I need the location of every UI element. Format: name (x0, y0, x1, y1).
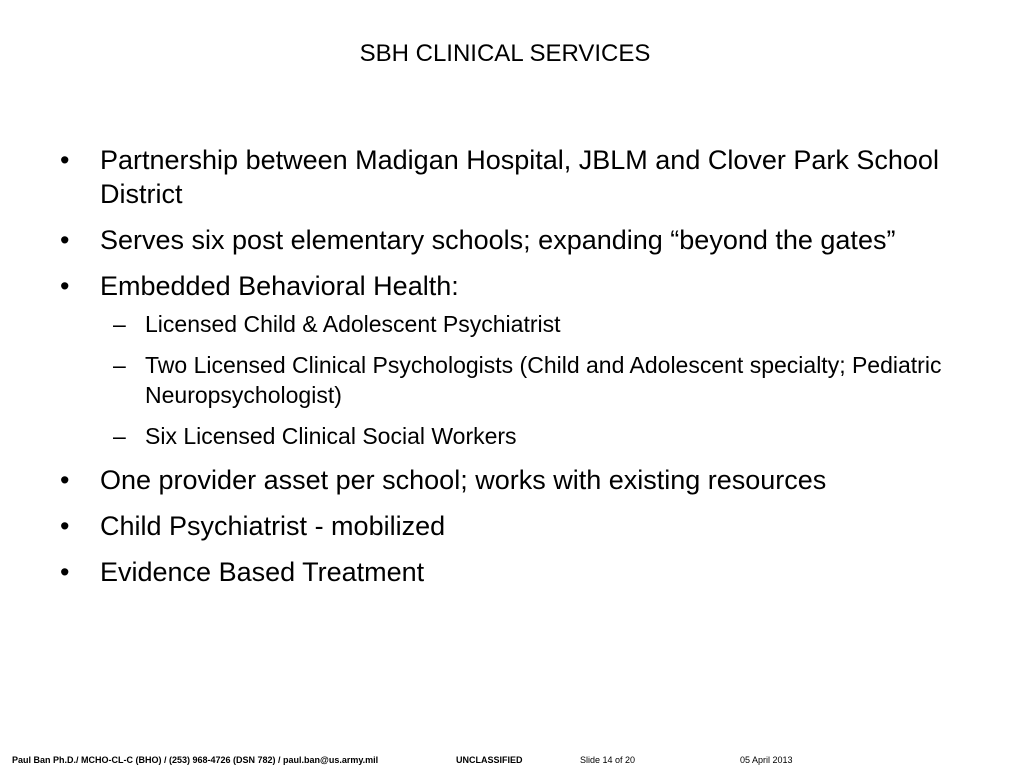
sub-bullet-item (60, 421, 980, 451)
footer-classification: UNCLASSIFIED (456, 755, 523, 765)
bullet-marker: • (60, 145, 70, 175)
bullet-text: Serves six post elementary schools; expanding “beyond the gates” (100, 225, 896, 255)
sub-bullet-marker: – (113, 423, 126, 449)
sub-bullet-marker: – (113, 311, 126, 337)
bullet-text: One provider asset per school; works with existing resources (100, 465, 827, 495)
bullet-text: Evidence Based Treatment (100, 557, 425, 587)
bullet-item (60, 463, 980, 497)
sub-bullet-text: Six Licensed Clinical Social Workers (145, 423, 517, 449)
sub-bullet-marker: – (113, 352, 126, 378)
slide-title: SBH CLINICAL SERVICES (359, 40, 651, 67)
sub-bullet-item (60, 309, 980, 339)
bullet-marker: • (60, 511, 70, 541)
sub-bullet-text: Licensed Child & Adolescent Psychiatrist (145, 311, 561, 337)
bullet-marker: • (60, 271, 70, 301)
bullet-item (60, 509, 980, 543)
bullet-item (60, 143, 980, 211)
bullet-text: Partnership between Madigan Hospital, JBLM and Clover Park School District (100, 145, 939, 209)
footer-slide-number: Slide 14 of 20 (580, 755, 636, 765)
bullet-list (60, 143, 980, 601)
slide-footer (0, 753, 1024, 767)
bullet-item (60, 555, 980, 589)
footer-contact: Paul Ban Ph.D./ MCHO-CL-C (BHO) / (253) 968-4726 (DSN 782) / paul.ban@us.army.mil (12, 755, 379, 765)
bullet-item (60, 269, 980, 303)
bullet-text: Embedded Behavioral Health: (100, 271, 459, 301)
sub-bullet-item (60, 350, 980, 410)
sub-bullet-text: Two Licensed Clinical Psychologists (Child and Adolescent specialty; Pediatric Neuropsychologist) (145, 352, 942, 408)
bullet-item (60, 223, 980, 257)
bullet-marker: • (60, 465, 70, 495)
bullet-marker: • (60, 225, 70, 255)
bullet-marker: • (60, 557, 70, 587)
footer-date: 05 April 2013 (740, 755, 793, 765)
bullet-text: Child Psychiatrist - mobilized (100, 511, 446, 541)
